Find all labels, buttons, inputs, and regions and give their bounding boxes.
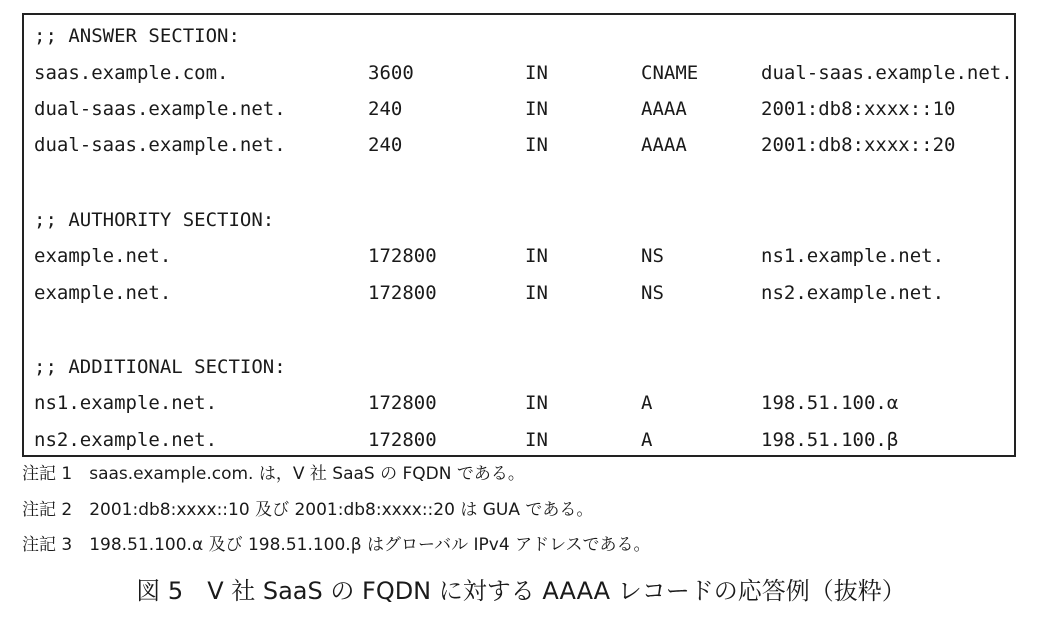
record-class: IN <box>525 134 548 156</box>
note-2: 注記 2 2001:db8:xxxx::10 及び 2001:db8:xxxx::20 は GUA である。 <box>22 500 594 520</box>
record-data: ns2.example.net. <box>761 282 945 304</box>
record-class: IN <box>525 245 548 267</box>
record-type: A <box>641 392 653 414</box>
record-row <box>24 134 1014 156</box>
record-ttl: 172800 <box>368 245 437 267</box>
record-data: ns1.example.net. <box>761 245 945 267</box>
record-row <box>24 392 1014 414</box>
record-type: NS <box>641 245 664 267</box>
record-name: example.net. <box>34 282 172 304</box>
record-type: NS <box>641 282 664 304</box>
record-name: example.net. <box>34 245 172 267</box>
answer-section-header: ;; ANSWER SECTION: <box>34 25 240 47</box>
record-data: 198.51.100.β <box>761 429 899 451</box>
record-ttl: 172800 <box>368 392 437 414</box>
record-class: IN <box>525 98 548 120</box>
record-class: IN <box>525 62 548 84</box>
record-class: IN <box>525 429 548 451</box>
additional-section-header: ;; ADDITIONAL SECTION: <box>34 356 286 378</box>
record-type: AAAA <box>641 134 687 156</box>
record-data: 2001:db8:xxxx::20 <box>761 134 956 156</box>
dns-response-box <box>22 13 1016 457</box>
record-class: IN <box>525 282 548 304</box>
record-row <box>24 282 1014 304</box>
note-1: 注記 1 saas.example.com. は，V 社 SaaS の FQDN である。 <box>22 464 525 484</box>
record-ttl: 240 <box>368 134 403 156</box>
record-row <box>24 98 1014 120</box>
record-row <box>24 245 1014 267</box>
record-row <box>24 429 1014 451</box>
record-data: dual-saas.example.net. <box>761 62 1013 84</box>
record-ttl: 240 <box>368 98 403 120</box>
record-data: 2001:db8:xxxx::10 <box>761 98 956 120</box>
record-data: 198.51.100.α <box>761 392 899 414</box>
record-name: dual-saas.example.net. <box>34 134 286 156</box>
record-ttl: 172800 <box>368 429 437 451</box>
authority-section-header: ;; AUTHORITY SECTION: <box>34 209 275 231</box>
record-ttl: 3600 <box>368 62 414 84</box>
note-3: 注記 3 198.51.100.α 及び 198.51.100.β はグローバル IPv4 アドレスである。 <box>22 535 651 555</box>
figure-caption: 図 5 V 社 SaaS の FQDN に対する AAAA レコードの応答例（抜粋） <box>136 577 906 605</box>
record-name: dual-saas.example.net. <box>34 98 286 120</box>
record-type: A <box>641 429 653 451</box>
record-type: AAAA <box>641 98 687 120</box>
record-type: CNAME <box>641 62 699 84</box>
record-ttl: 172800 <box>368 282 437 304</box>
record-name: ns1.example.net. <box>34 392 218 414</box>
record-name: ns2.example.net. <box>34 429 218 451</box>
record-class: IN <box>525 392 548 414</box>
record-name: saas.example.com. <box>34 62 229 84</box>
record-row <box>24 62 1014 84</box>
